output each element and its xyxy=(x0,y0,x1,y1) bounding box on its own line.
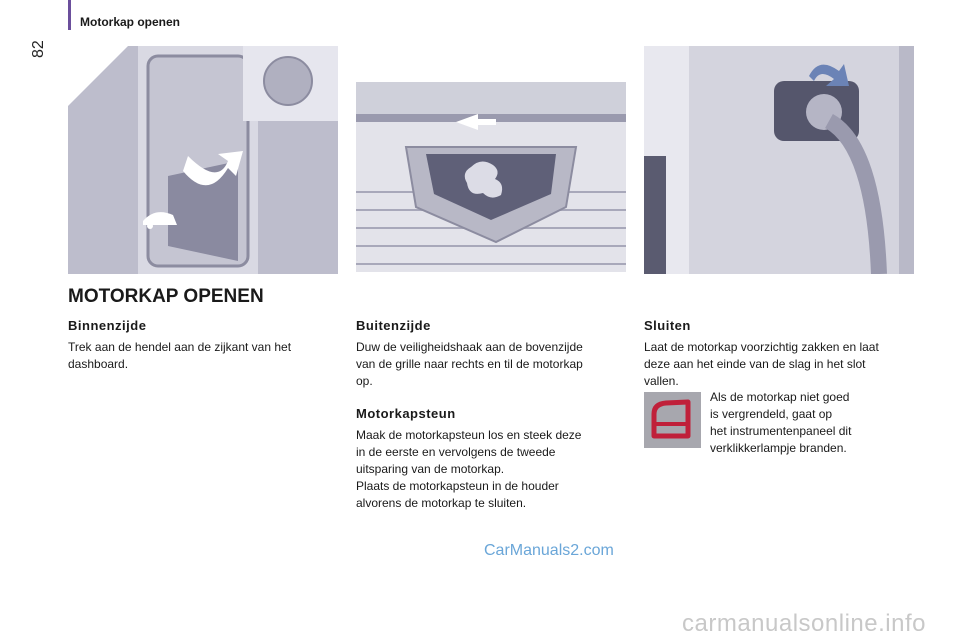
section-title-inside: Binnenzijde xyxy=(68,318,147,333)
photo-outside-grille xyxy=(356,82,626,272)
section-text-closing xyxy=(644,339,914,390)
text-line: Plaats de motorkapsteun in de houder xyxy=(356,479,559,493)
text-line: vallen. xyxy=(644,374,679,388)
text-line: Als de motorkap niet goed xyxy=(710,390,850,404)
section-text-support xyxy=(356,427,626,512)
text-line: Maak de motorkapsteun los en steek deze xyxy=(356,428,582,442)
text-line: Duw de veiligheidshaak aan de bovenzijde xyxy=(356,340,583,354)
text-line: het instrumentenpaneel dit xyxy=(710,424,852,438)
section-text-outside xyxy=(356,339,626,390)
page-number: 82 xyxy=(30,40,47,58)
header-accent-bar xyxy=(68,0,71,30)
main-title: MOTORKAP OPENEN xyxy=(68,286,264,307)
section-title-support: Motorkapsteun xyxy=(356,406,456,421)
hood-open-warning-icon xyxy=(644,392,701,448)
text-line: uitsparing van de motorkap. xyxy=(356,462,505,476)
text-line: verklikkerlampje branden. xyxy=(710,441,847,455)
watermark-link[interactable]: CarManuals2.com xyxy=(484,542,614,559)
text-line: Laat de motorkap voorzichtig zakken en laat xyxy=(644,340,879,354)
section-title-outside: Buitenzijde xyxy=(356,318,431,333)
section-text-inside xyxy=(68,339,338,373)
section-title-closing: Sluiten xyxy=(644,318,691,333)
header-title: Motorkap openen xyxy=(80,15,181,29)
text-line: Trek aan de hendel aan de zijkant van het xyxy=(68,340,292,354)
photo-inside-lever xyxy=(68,46,338,274)
text-line: alvorens de motorkap te sluiten. xyxy=(356,496,527,510)
hood-open-warning-lamp xyxy=(644,392,701,448)
text-line: is vergrendeld, gaat op xyxy=(710,407,833,421)
text-line: deze aan het einde van de slag in het slot xyxy=(644,357,866,371)
text-line: in de eerste en vervolgens de tweede xyxy=(356,445,556,459)
text-line: op. xyxy=(356,374,373,388)
warning-lamp-text xyxy=(710,389,910,457)
footer-brand: carmanualsonline.info xyxy=(682,610,926,637)
photo-hood-support xyxy=(644,46,914,274)
text-line: dashboard. xyxy=(68,357,129,371)
text-line: van de grille naar rechts en til de motorkap xyxy=(356,357,583,371)
